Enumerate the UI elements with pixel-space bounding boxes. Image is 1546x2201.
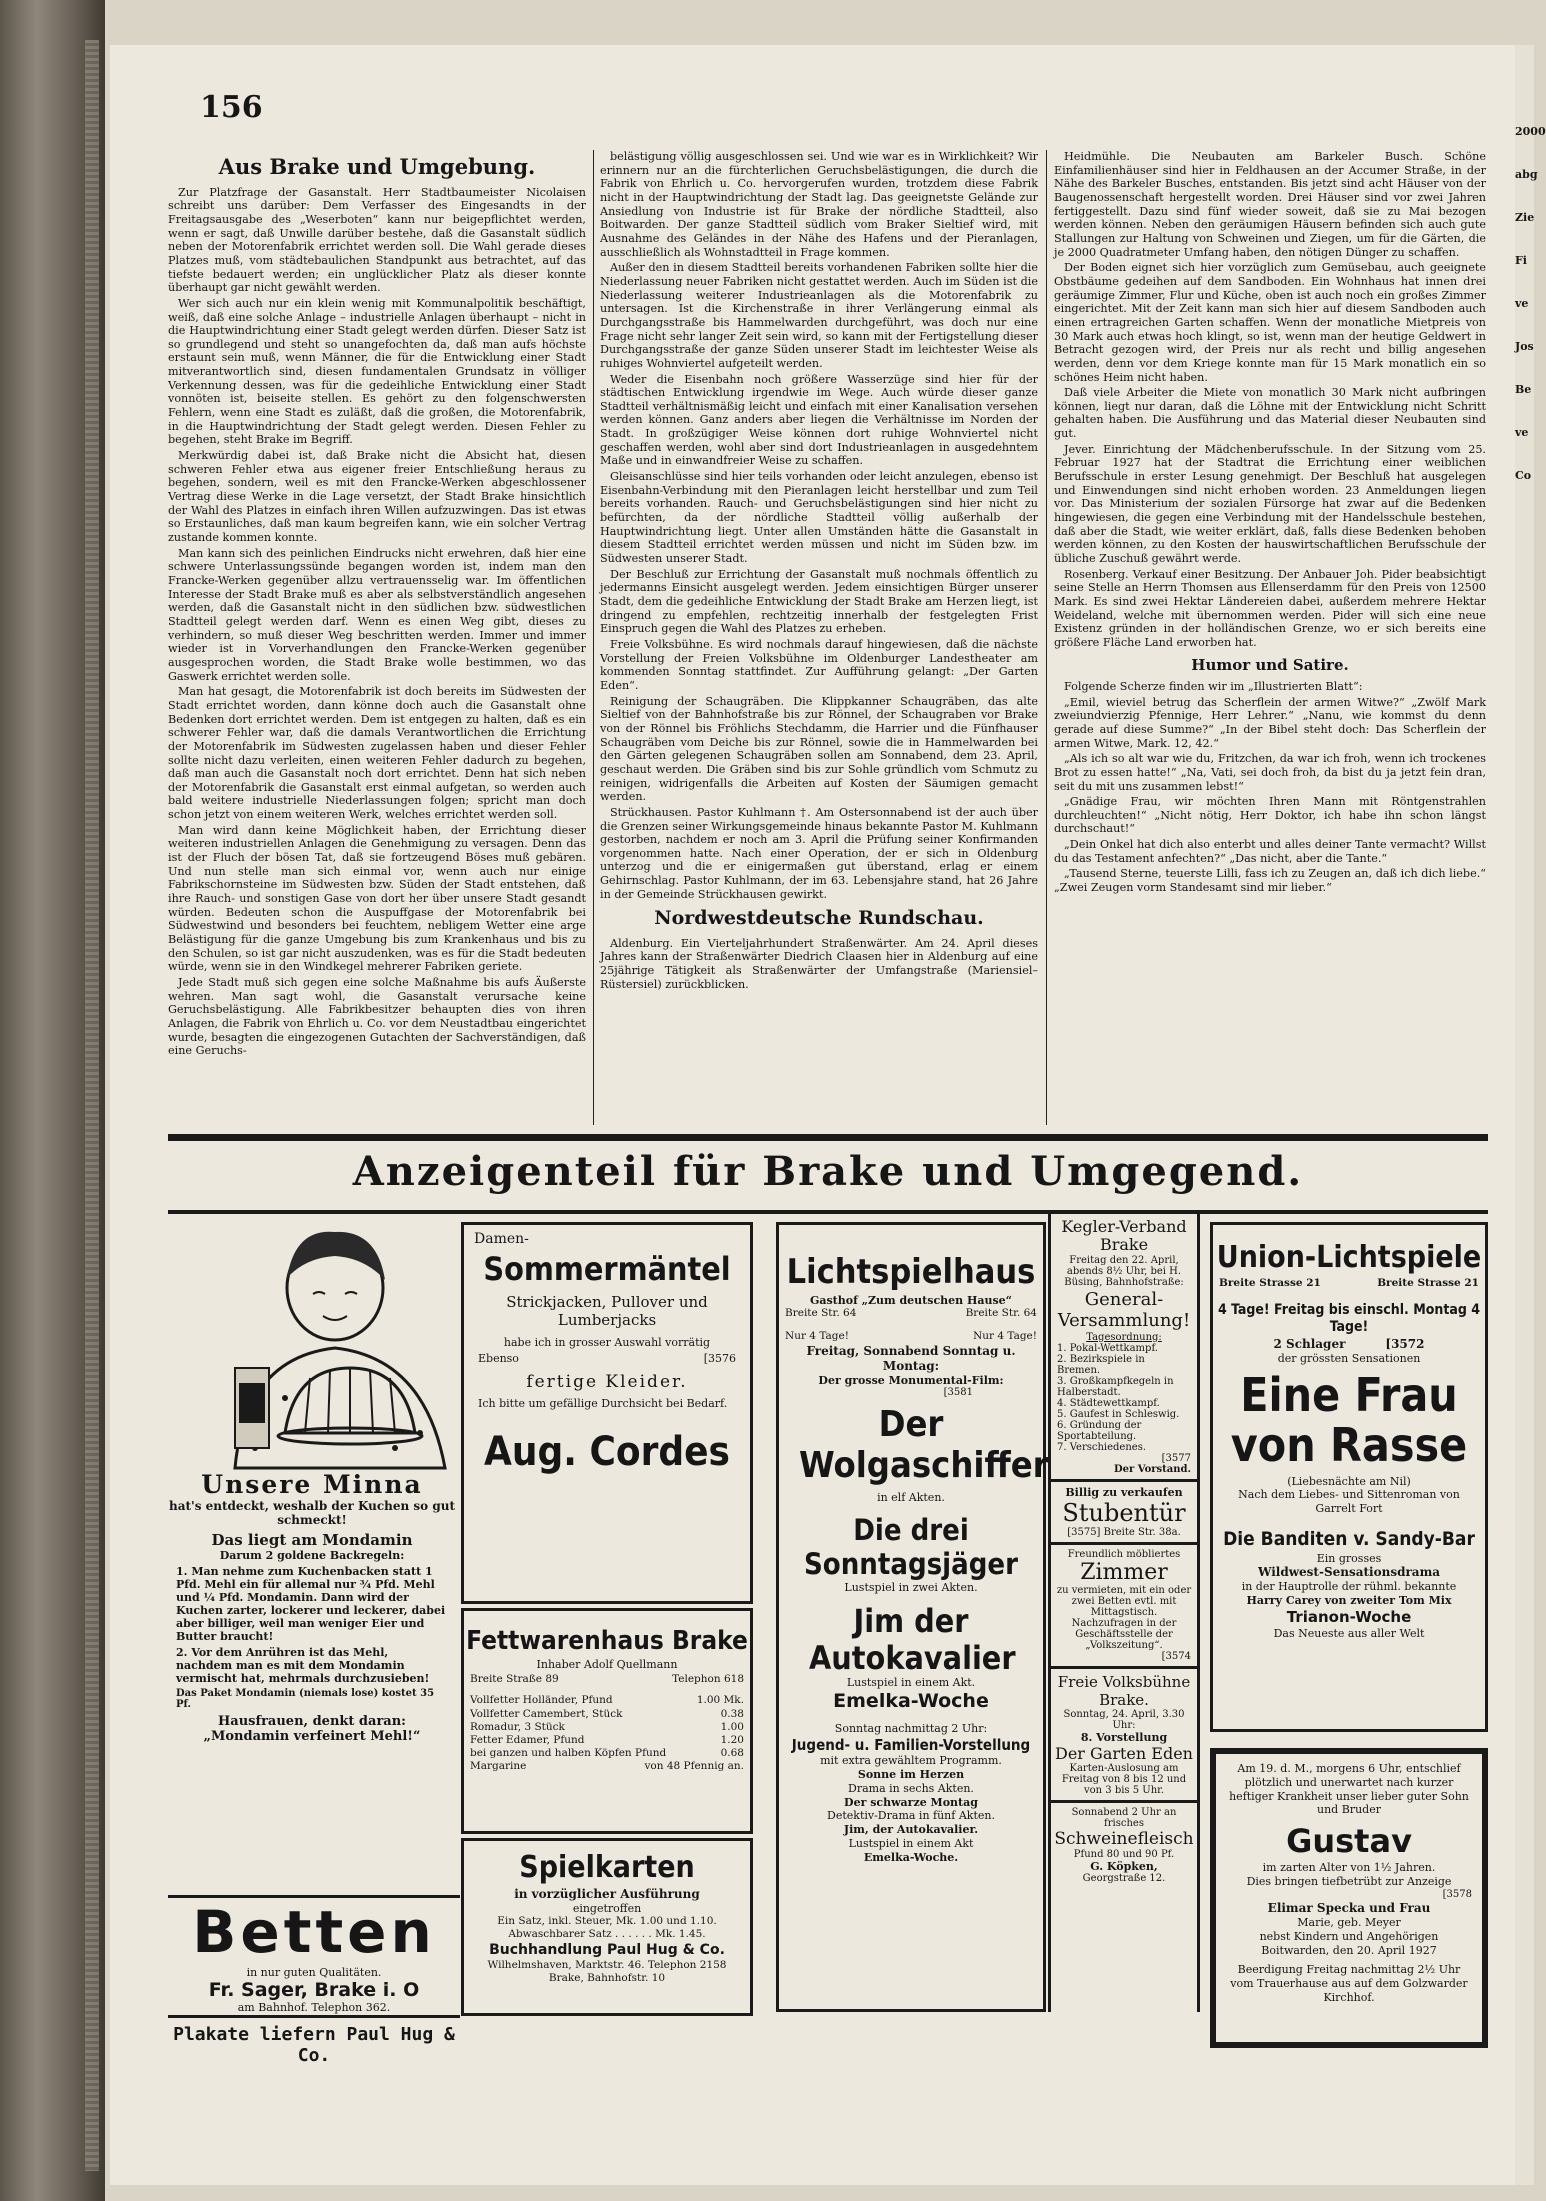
spielkarten-firm: Buchhandlung Paul Hug & Co. [489, 1941, 725, 1958]
union-days: 4 Tage! Freitag bis einschl. Montag 4 Tage! [1217, 1301, 1481, 1336]
adjacent-page-strip [1515, 45, 1546, 2185]
adjacent-page-fragment: 2000 [1515, 125, 1546, 138]
lichtspielhaus-dates: Freitag, Sonnabend Sonntag u. Montag: [806, 1343, 1016, 1373]
kegler-title: Kegler-Verband Brake [1061, 1217, 1187, 1254]
schwein-head: Sonnabend 2 Uhr an frisches [1051, 1800, 1197, 1829]
article-paragraph: Man wird dann keine Möglichkeit haben, der Errichtung dieser weiteren industriellen Anlagen die Genehmigung zu versagen. Denn das ist der Fluch der bösen Tat, daß sie fortzeugend Böses muß gebären. Und nun stelle man sich einmal vor, wenn auch nur einige Fabrikschornsteine im Südwesten bzw. Süden der Stadt entstehen, daß ihre Rauch- und sonstigen Gase von dort her über unsere Stadt gesandt würden. Bedeuten schon die Auspuffgase der Motorenfabrik bei Südwestwind und besonders bei feuchtem, nebligem Wetter eine arge Belästigung für die ganze Umgebung bis zum Krankenhaus und bis zu den Schulen, so ist gar nicht auszudenken, was es für die Stadt bedeuten würde, wenn sie in den Windkegel mehrerer Fabriken geriete. [168, 823, 586, 974]
spielkarten-price-1: Ein Satz, inkl. Steuer, Mk. 1.00 und 1.10. [497, 1915, 717, 1928]
union-desc-2: Nach dem Liebes- und Sittenroman von Garrelt Fort [1238, 1488, 1460, 1516]
joke-paragraph: „Gnädige Frau, wir möchten Ihren Mann mit Röntgenstrahlen durchleuchten!“ „Nicht nötig, Herr Doktor, ich habe ihn schon längst durchschaut!“ [1054, 795, 1486, 836]
cordes-code: [3576 [703, 1351, 736, 1365]
cordes-kicker: Damen- [474, 1231, 529, 1247]
price-item: Vollfetter Holländer, Pfund [470, 1694, 613, 1707]
article-paragraph: Aldenburg. Ein Vierteljahrhundert Straßenwärter. Am 24. April dieses Jahres kann der Straßenwärter Diedrich Claasen hier in Aldenburg auf eine 25jährige Tätigkeit als Straßenwärter der Umfangstraße (Mariensiel–Rüstersiel) zurückblicken. [600, 936, 1038, 991]
minna-package-price: Das Paket Mondamin (niemals lose) kostet 35 Pf. [176, 1688, 435, 1710]
article-paragraph: Wer sich auch nur ein klein wenig mit Kommunalpolitik beschäftigt, weiß, daß eine solche Anlage – industrielle Anlagen überhaupt – nicht in die Hauptwindrichtung einer Stadt gelegt werden dürfen. Dieser Satz ist so grundlegend und steht so unangefochten da, daß man aufs höchste erstaunt sein muß, wenn Männer, die für die Entwicklung einer Stadt mitverantwortlich sind, diesen fundamentalen Grundsatz in völliger Verkennung dessen, was für die gedeihliche Entwicklung einer Stadt vonnöten ist, beiseite stellen. Es gehört zu den folgenschwersten Fehlern, wenn eine Stadt es zuläßt, daß die großen, die Motorenfabrik, in die Hauptwindrichtung der Stadt gelegt werden. Diesen Fehler zu begehen, steht Brake im Begriff. [168, 296, 586, 447]
spielkarten-address-2: Brake, Bahnhofstr. 10 [548, 1972, 666, 1985]
kegler-signature: Der Vorstand. [1113, 1463, 1191, 1475]
adjacent-page-fragment: Jos [1515, 340, 1534, 353]
agenda-item: 5. Gaufest in Schleswig. [1057, 1408, 1180, 1420]
joke-paragraph: „Emil, wieviel betrug das Scherflein der armen Witwe?“ „Zwölf Mark zweiundvierzig Pfennige, Herr Lehrer.“ „Nanu, wie kommst du denn gerade auf diese Summe?“ „In der Bibel steht doch: Das Scherflein der armen Witwe, Mark. 12, 42.“ [1054, 695, 1486, 750]
lichtspielhaus-venue: Gasthof „Zum deutschen Hause“ [809, 1293, 1013, 1307]
minna-subtitle: hat's entdeckt, weshalb der Kuchen so gut schmeckt! [168, 1499, 456, 1527]
minna-illustration [195, 1218, 465, 1468]
film-autokavalier: Jim der Autokavalier [809, 1601, 1016, 1677]
cordes-note: habe ich in grosser Auswahl vorrätig [503, 1336, 711, 1349]
column-divider [1046, 150, 1047, 1125]
adjacent-page-fragment: Co [1515, 469, 1532, 482]
kegler-code: [3577 [1161, 1452, 1191, 1464]
column-1-paragraphs [168, 186, 586, 1058]
minna-claim: Das liegt am Mondamin [211, 1531, 413, 1549]
union-of: der grössten Sensationen [1277, 1351, 1421, 1365]
agenda-item: 1. Pokal-Wettkampf. [1057, 1342, 1158, 1354]
volksbuehne-play: Der Garten Eden [1055, 1743, 1193, 1763]
death-place: Boitwarden, den 20. April 1927 [1261, 1943, 1437, 1957]
minna-call: Hausfrauen, denkt daran: [218, 1714, 406, 1729]
article-paragraph: Rosenberg. Verkauf einer Besitzung. Der Anbauer Joh. Pider beabsichtigt seine Stelle an Herrn Thomsen aus Ellenserdamm für den Preis von 12500 Mark. Es sind zwei Hektar Ländereien dabei, außerdem mehrere Hektar Weideland, welche mit übernommen werden. Pider will sich eine neue Existenz gründen in der holländischen Grenze, wo er sich bereits eine größere Fläche Land erworben hat. [1054, 567, 1486, 649]
betten-address: am Bahnhof. Telephon 362. [237, 2001, 391, 2014]
death-name: Gustav [1286, 1822, 1412, 1860]
price-row [464, 1708, 750, 1721]
fettwaren-phone: Telephon 618 [672, 1673, 744, 1686]
zimmer-head: Freundlich möbliertes [1051, 1542, 1197, 1560]
column-3-paragraphs [1054, 150, 1486, 650]
price-item: Fetter Edamer, Pfund [470, 1733, 585, 1746]
betten-subtitle: in nur guten Qualitäten. [246, 1966, 382, 1979]
lichtspielhaus-tag: Der grosse Monumental-Film: [818, 1373, 1004, 1387]
adjacent-page-fragment: Fi [1515, 254, 1527, 267]
program-1-desc: Drama in sechs Akten. [848, 1781, 974, 1795]
death-code: [3578 [1442, 1888, 1472, 1900]
lichtspielhaus-youth-show: Jugend- u. Familien-Vorstellung [791, 1735, 1031, 1754]
program-1: Sonne im Herzen [857, 1768, 965, 1782]
adjacent-page-fragment: Be [1515, 383, 1532, 396]
union-title: Union-Lichtspiele [1216, 1240, 1482, 1275]
schwein-title: Schweinefleisch [1054, 1828, 1194, 1849]
zimmer-code: [3574 [1161, 1650, 1191, 1662]
cordes-ebenso: Ebenso [478, 1351, 519, 1365]
death-burial: Beerdigung Freitag nachmittag 2½ Uhr vom Trauerhause aus auf dem Golzwarder Kirchhof. [1230, 1963, 1468, 2004]
article-paragraph: Daß viele Arbeiter die Miete von monatlich 30 Mark nicht aufbringen können, liegt nur daran, daß die Löhne mit der Entwicklung nicht Schritt gehalten haben. Die Ausführung und das Material dieser Neubauten sind gut. [1054, 386, 1486, 441]
film-sonntagsjaeger: Die drei Sonntagsjäger [804, 1513, 1018, 1581]
zimmer-text: zu vermieten, mit ein oder zwei Betten evtl. mit Mittagstisch. Nachzufragen in der Geschäftsstelle der „Volkszeitung“. [1056, 1584, 1192, 1651]
schwein-firm: G. Köpken, [1090, 1859, 1158, 1873]
program-2-desc: Detektiv-Drama in fünf Akten. [827, 1809, 995, 1823]
schwein-price: Pfund 80 und 90 Pf. [1073, 1848, 1175, 1860]
banner-rule-top [168, 1134, 1488, 1141]
section-heading-humor: Humor und Satire. [1191, 655, 1349, 674]
lichtspielhaus-title: Lichtspielhaus [786, 1252, 1036, 1292]
union-code: [3572 [1385, 1336, 1425, 1351]
agenda-item: 3. Großkampfkegeln in Halberstadt. [1057, 1375, 1174, 1398]
minna-title: Unsere Minna [201, 1470, 423, 1499]
film-wolgaschiffer-acts: in elf Akten. [877, 1490, 945, 1504]
death-family-1: Elimar Specka und Frau [1267, 1901, 1431, 1915]
article-paragraph: Außer den in diesem Stadtteil bereits vorhandenen Fabriken sollte hier die Niederlassung neuer Fabriken nicht gestattet werden. Auch im Süden ist die Niederlassung weiterer Industrieanlagen als die Motorenfabrik zu untersagen. Ist die Kirchenstraße in ihrer Verlängerung einmal als Durchgangsstraße bis Hammelwarden durchgeführt, was doch nur eine Frage nicht sehr langer Zeit sein wird, so kann mit der Fertigstellung dieser Durchgangsstraße der ganze Süden unserer Stadt im leichtester Weise als ruhiges Wohnviertel aufgeteilt werden. [600, 261, 1038, 370]
price-value: 1.00 Mk. [696, 1694, 744, 1707]
small-ads-column [1048, 1212, 1200, 2012]
article-paragraph: Man hat gesagt, die Motorenfabrik ist doch bereits im Südwesten der Stadt errichtet worden, dann könne doch auch die Gasanstalt ohne Bedenken dort errichtet werden. Dem ist entgegen zu halten, daß es ein schwerer Fehler war, daß die damals Verantwortlichen die Errichtung der Motorenfabrik im Südwesten zugelassen haben und dieser Fehler sollte nicht dazu verleiten, einen weiteren Fehler dadurch zu begehen, daß man auch die Gasanstalt noch dort errichtet. Denn hat sich neben der Motorenfabrik die Gasanstalt erst einmal aufgetan, so werden auch bald weitere industrielle Niederlassungen folgen; spricht man doch schon jetzt von einem weiteren Werk, welches errichtet werden soll. [168, 685, 586, 822]
spielkarten-address-1: Wilhelmshaven, Marktstr. 46. Telephon 2158 [487, 1959, 727, 1971]
article-paragraph: Der Boden eignet sich hier vorzüglich zum Gemüsebau, auch geeignete Obstbäume gedeihen auf dem Sandboden. Ein Wohnhaus hat innen drei geräumige Zimmer, Flur und Küche, oben ist auch noch ein großes Zimmer eingerichtet. Mit der Zeit kann man sich hier auf diesem Sandboden auch einen ertragreichen Garten schaffen. Wenn der monatliche Mietpreis von 30 Mark auch etwas hoch klingt, so ist, wenn man der heutige Geldwert in Betracht gezogen wird, der Preis nur als recht und billig angesehen werden, denn vor dem Kriege konnte man für 15 Mark monatlich ein so schönes Heim nicht haben. [1054, 261, 1486, 384]
death-text: Am 19. d. M., morgens 6 Uhr, entschlief plötzlich und unerwartet nach kurzer heftiger Krankheit unser lieber guter Sohn und Bruder [1229, 1762, 1469, 1817]
price-row [464, 1734, 750, 1747]
price-value: 0.68 [720, 1746, 744, 1759]
lichtspielhaus-ad [776, 1222, 1049, 2012]
lichtspielhaus-days-left: Nur 4 Tage! [785, 1330, 849, 1343]
article-paragraph: Zur Platzfrage der Gasanstalt. Herr Stadtbaumeister Nicolaisen schreibt uns darüber: Dem Verfasser des Eingesandts in der Freitagsausgabe des „Weserboten“ kann nur beigepflichtet werden, wenn er sagt, daß Unwille darüber bestehe, daß die Gasanstalt südlich neben der Motorenfabrik errichtet werden soll. Die Wahl gerade dieses Platzes muß, vom städtebaulichen Standpunkt aus betrachtet, auf das tiefste bedauert werden; ein unglücklicher Platz als dieser konnte überhaupt gar nicht gewählt werden. [168, 185, 586, 295]
program-2: Der schwarze Montag [844, 1795, 978, 1809]
price-row [464, 1694, 750, 1707]
agenda-item: 4. Städtewettkampf. [1057, 1397, 1160, 1409]
program-3: Jim, der Autokavalier. [843, 1823, 979, 1837]
union-desc-4: Wildwest-Sensationsdrama [1257, 1565, 1441, 1580]
column-2-paragraphs [600, 150, 1038, 901]
joke-paragraph: Folgende Scherze finden wir im „Illustrierten Blatt“: [1064, 679, 1363, 693]
lichtspielhaus-code: [3581 [943, 1387, 973, 1399]
column-1 [168, 150, 586, 1125]
price-value: 1.20 [720, 1733, 744, 1746]
price-item: Romadur, 3 Stück [470, 1720, 565, 1733]
fettwaren-street: Breite Straße 89 [470, 1673, 559, 1686]
cordes-ad [461, 1222, 753, 1604]
fettwaren-ad [461, 1608, 753, 1834]
volksbuehne-date: Sonntag, 24. April, 3.30 Uhr: [1063, 1708, 1185, 1731]
column-divider [593, 150, 594, 1125]
article-paragraph: Reinigung der Schaugräben. Die Klippkanner Schaugräben, das alte Sieltief von der Bahnhofstraße bis zur Rönnel, der Schaugraben vor Brake von der Rönnel bis Fröhlichs Stechdamm, die Harrier und die Fünfhauser Schaugräben vom Deiche bis zur Rönnel, sowie die in Hammelwarden bei den Gärten gelegenen Schaugräben sollen am Sonnabend, dem 23. April, geschaut werden. Die Gräben sind bis zur Sohle gründlich vom Schmutz zu reinigen, widrigenfalls die Arbeiten auf Kosten der Säumigen gemacht werden. [600, 694, 1038, 804]
minna-lead: Darum 2 goldene Backregeln: [219, 1549, 405, 1562]
union-newest: Das Neueste aus aller Welt [1273, 1626, 1425, 1640]
cordes-firm: Aug. Cordes [484, 1428, 730, 1475]
film-wolgaschiffer: Der Wolgaschiffer [799, 1403, 1049, 1487]
price-item: Margarine [470, 1760, 527, 1772]
page-number: 156 [200, 90, 263, 125]
adjacent-page-fragment: Zie [1515, 211, 1535, 224]
union-desc-5: in der Hauptrolle der rühml. bekannte [1241, 1580, 1457, 1594]
film-sonntagsjaeger-acts: Lustspiel in zwei Akten. [844, 1580, 978, 1594]
kegler-agenda [1051, 1343, 1197, 1453]
column-3 [1054, 150, 1486, 1125]
agenda-item: 6. Gründung der Sportabteilung. [1057, 1419, 1142, 1442]
minna-rule-1: 1. Man nehme zum Kuchenbacken statt 1 Pfd. Mehl ein für allemal nur ¾ Pfd. Mehl und ¼ Pfd. Mondamin. Dann wird der Kuchen zarter, lockerer und leckerer, dabei aber billiger, weil man weniger Eier und Butter braucht! [176, 1565, 446, 1643]
plakate-ad: Plakate liefern Paul Hug & Co. [168, 2015, 460, 2051]
cordes-title: Sommermäntel [483, 1249, 731, 1288]
death-age: im zarten Alter von 1½ Jahren. [1262, 1861, 1436, 1874]
volksbuehne-show: 8. Vorstellung [1080, 1730, 1168, 1744]
film-autokavalier-acts: Lustspiel in einem Akt. [846, 1676, 976, 1690]
union-ad [1210, 1222, 1488, 1732]
spielkarten-price-2: Abwaschbarer Satz . . . . . . Mk. 1.45. [508, 1928, 706, 1941]
schwein-address: Georgstraße 12. [1082, 1872, 1166, 1884]
article-paragraph: Man kann sich des peinlichen Eindrucks nicht erwehren, daß hier eine schwere Unterlassungssünde begangen worden ist, indem man den Francke-Werken gegenüber allzu vertrauensselig war. Im öffentlichen Interesse der Stadt Brake muß es aber als selbstverständlich angesehen werden, daß die Gasanstalt nicht in den südlichen bzw. südwestlichen Stadtteil gelegt werden darf. Wenn es einen Weg gibt, dieses zu verhindern, so muß dieser Weg beschritten werden. Immer und immer wieder ist in Vorverhandlungen den Francke-Werken gegenüber ausgesprochen worden, die Stadt Brake wolle bestimmen, wo das Gaswerk errichtet werden solle. [168, 546, 586, 683]
union-weekly: Trianon-Woche [1286, 1607, 1412, 1626]
lichtspielhaus-address-right: Breite Str. 64 [965, 1307, 1037, 1320]
volksbuehne-title: Freie Volksbühne Brake. [1051, 1666, 1197, 1709]
betten-firm: Fr. Sager, Brake i. O [208, 1979, 420, 2001]
minna-rule-2: 2. Vor dem Anrühren ist das Mehl, nachdem man es mit dem Mondamin vermischt hat, mehrmals durchzusieben! [176, 1646, 430, 1685]
cordes-ask: Ich bitte um gefällige Durchsicht bei Bedarf. [478, 1396, 728, 1410]
mondamin-ad [168, 1470, 456, 1890]
death-family-3: nebst Kindern und Angehörigen [1259, 1929, 1439, 1943]
death-family-2: Marie, geb. Meyer [1297, 1916, 1401, 1929]
book-binding [0, 0, 105, 2201]
union-schlager: 2 Schlager [1273, 1336, 1346, 1351]
price-item: Vollfetter Camembert, Stück [470, 1707, 623, 1720]
agenda-item: 7. Verschiedenes. [1057, 1441, 1146, 1453]
banner-rule-bottom [168, 1210, 1488, 1214]
fettwaren-title: Fettwarenhaus Brake [466, 1626, 748, 1656]
union-address-left: Breite Strasse 21 [1219, 1276, 1321, 1289]
kegler-meeting: General-Versammlung! [1057, 1289, 1191, 1331]
adjacent-page-fragment: abg [1515, 168, 1538, 181]
ads-banner: Anzeigenteil für Brake und Umgegend. [352, 1148, 1304, 1195]
fettwaren-owner: Inhaber Adolf Quellmann [536, 1657, 678, 1671]
union-desc-1: (Liebesnächte am Nil) [1287, 1474, 1411, 1488]
column-2 [600, 150, 1038, 1125]
stubentuer-head: Billig zu verkaufen [1051, 1479, 1197, 1499]
lichtspielhaus-weekly: Emelka-Woche [833, 1690, 989, 1713]
agenda-item: 2. Bezirkspiele in Bremen. [1057, 1353, 1145, 1376]
price-row [464, 1747, 750, 1760]
zimmer-title: Zimmer [1080, 1559, 1168, 1585]
program-4: Emelka-Woche. [863, 1850, 959, 1864]
adjacent-page-fragment: ve [1515, 426, 1529, 439]
adjacent-page-fragment: ve [1515, 297, 1529, 310]
death-notice [1210, 1748, 1488, 2048]
article-paragraph: Gleisanschlüsse sind hier teils vorhanden oder leicht anzulegen, ebenso ist Eisenbahn-Verbindung mit den Pieranlagen leicht herstellbar und zum Teil bereits vorhanden. Rauch- und Geruchsbelästigungen sind hier nicht zu befürchten, da der nördliche Stadtteil völlig außerhalb der Hauptwindrichtung liegt. Unter allen Umständen hätte die Gasanstalt in diesem Stadtteil errichtet werden müssen und nicht im Süden bzw. im Südwesten unserer Stadt. [600, 470, 1038, 566]
joke-paragraph: „Dein Onkel hat dich also enterbt und alles deiner Tante vermacht? Willst du das Testament anfechten?“ „Das nicht, aber die Tante.“ [1054, 838, 1486, 865]
cordes-items: Strickjacken, Pullover und Lumberjacks [506, 1292, 708, 1330]
lichtspielhaus-days-right: Nur 4 Tage! [973, 1330, 1037, 1343]
spielkarten-arrived: eingetroffen [572, 1901, 642, 1915]
article-paragraph: Freie Volksbühne. Es wird nochmals darauf hingewiesen, daß die nächste Vorstellung der Freien Volksbühne im Oldenburger Landestheater am kommenden Sonntag stattfindet. Zur Aufführung gelangt: „Der Garten Eden“. [600, 637, 1038, 692]
article-paragraph: Jever. Einrichtung der Mädchenberufsschule. In der Sitzung vom 25. Februar 1927 hat der Stadtrat die Errichtung einer weiblichen Berufsschule in erster Lesung genehmigt. Der Beschluß hat ausgelegen und Einwendungen sind nicht erhoben worden. 23 Anmeldungen liegen vor. Das Ministerium der sozialen Fürsorge hat zwar auf die Bedenken hingewiesen, die gegen eine Verbindung mit der Handelsschule bestehen, daß aber die Stadt, wie weiter erklärt, daß, falls diese Bedenken behoben werden können, zu den Kosten der hauswirtschaftlichen Berufsschule der übliche Zuschuß gewährt werde. [1054, 442, 1486, 566]
price-item: bei ganzen und halben Köpfen Pfund [470, 1746, 667, 1759]
humor-paragraphs [1054, 680, 1486, 895]
fettwaren-price-list [464, 1694, 750, 1773]
death-notice-line: Dies bringen tiefbetrübt zur Anzeige [1246, 1874, 1452, 1888]
union-address-right: Breite Strasse 21 [1377, 1276, 1479, 1289]
article-paragraph: Jede Stadt muß sich gegen eine solche Maßnahme bis aufs Äußerste wehren. Man sagt wohl, die Gasanstalt verursache keine Geruchsbelästigung. Alle Fabrikbesitzer behaupten dies von ihren Anlagen, die Fabrik von Ehrlich u. Co. vor dem Neustadtbau eingerichtet wurde, besagten die eingezogenen Gutachten der Sachverständigen, daß eine Geruchs- [168, 976, 586, 1058]
film-frau-von-rasse: Eine Frau von Rasse [1230, 1368, 1468, 1473]
column-2-paragraphs-2 [600, 937, 1038, 992]
price-row [464, 1760, 750, 1773]
kegler-agenda-head: Tagesordnung: [1086, 1331, 1162, 1343]
minna-slogan: „Mondamin verfeinert Mehl!“ [203, 1729, 421, 1744]
price-value: 1.00 [720, 1720, 744, 1733]
lichtspielhaus-program: mit extra gewähltem Programm. [820, 1754, 1002, 1768]
spielkarten-title: Spielkarten [519, 1850, 695, 1885]
joke-paragraph: „Als ich so alt war wie du, Fritzchen, da war ich froh, wenn ich trockenes Brot zu essen hatte!“ „Na, Vati, sei doch froh, da bist du ja jetzt fein dran, seit du mit uns zusammen lebst!“ [1054, 752, 1486, 793]
article-paragraph: belästigung völlig ausgeschlossen sei. Und wie war es in Wirklichkeit? Wir erinnern nur an die fürchterlichen Geruchsbelästigungen, die durch die Fabrik von Ehrlich u. Co. hervorgerufen wurden, trotzdem diese Fabrik nicht in der Hauptwindrichtung der Stadt lag. Das geeignetste Gelände zur Ansiedlung von Industrie ist für Brake der nördliche Stadtteil, also Boitwarden. Der ganze Stadtteil südlich vom Braker Sieltief wird, mit Ausnahme des Geländes in der Nähe des Hafens und der Pieranlagen, ausschließlich als Wohnstadtteil in Frage kommen. [600, 150, 1038, 259]
price-value: von 48 Pfennig an. [644, 1760, 744, 1772]
section-heading-brake: Aus Brake und Umgebung. [218, 154, 536, 179]
section-heading-rundschau: Nordwestdeutsche Rundschau. [654, 907, 984, 930]
betten-title: Betten [192, 1898, 436, 1966]
union-desc-3: Ein grosses [1316, 1551, 1382, 1565]
volksbuehne-tickets: Karten-Auslosung am Freitag von 8 bis 12 und von 3 bis 5 Uhr. [1061, 1762, 1187, 1796]
article-paragraph: Heidmühle. Die Neubauten am Barkeler Busch. Schöne Einfamilienhäuser sind hier in Feldhausen an der Accumer Straße, in der Nähe des Barkeler Busches, entstanden. Bis jetzt sind acht Häuser von der Baugenossenschaft hergestellt worden. Drei Häuser sind vor zwei Jahren fertiggestellt. Dazu sind fünf wieder soweit, daß sie zu Mai bezogen werden können. Neben den geräumigen Häusern befinden sich auch gute Stallungen zur Haltung von Schweinen und Ziegen, um für die Gärten, die je 2000 Quadratmeter Umfang haben, den nötigen Dünger zu schaffen. [1054, 150, 1486, 259]
price-row [464, 1721, 750, 1734]
cordes-kleider: fertige Kleider. [526, 1371, 688, 1392]
price-value: 0.38 [720, 1707, 744, 1720]
article-paragraph: Merkwürdig dabei ist, daß Brake nicht die Absicht hat, diesen schweren Fehler etwa aus eigener freier Entschließung heraus zu begehen, sondern, weil es mit den Francke-Werken abgeschlossener Vertrag diese Werke in die Lage versetzt, der Stadt Brake hinsichtlich der Wahl des Platzes in einfach ihren Willen aufzuzwingen. Das ist etwas so Erstaunliches, daß man kaum begreifen kann, wie ein solcher Vertrag zustande kommen konnte. [168, 449, 586, 545]
spielkarten-quality: in vorzüglicher Ausführung [514, 1886, 700, 1901]
joke-paragraph: „Tausend Sterne, teuerste Lilli, fass ich zu Zeugen an, daß ich dich liebe.“ „Zwei Zeugen vorm Standesamt sind mir lieber.“ [1054, 867, 1486, 895]
lichtspielhaus-sunday: Sonntag nachmittag 2 Uhr: [834, 1721, 988, 1735]
article-paragraph: Der Beschluß zur Errichtung der Gasanstalt muß nochmals öffentlich zu jedermanns Einsicht ausgelegt werden. Jedem einsichtigen Bürger unserer Stadt, dem die gedeihliche Entwicklung der Stadt Brake am Herzen liegt, ist dringend zu empfehlen, rechtzeitig innerhalb der festgelegten Frist Einspruch gegen die Wahl des Platzes zu erheben. [600, 567, 1038, 636]
betten-ad [168, 1895, 460, 2013]
spielkarten-ad [461, 1838, 753, 2016]
kegler-date: Freitag den 22. April, abends 8½ Uhr, bei H. Büsing, Bahnhofstraße: [1064, 1255, 1184, 1289]
article-paragraph: Strückhausen. Pastor Kuhlmann †. Am Ostersonnabend ist der auch über die Grenzen seiner Wirkungsgemeinde hinaus bekannte Pastor M. Kuhlmann gestorben, nachdem er noch am 3. April die Prüfung seiner Konfirmanden vorgenommen hatte. Nach einer Operation, der er sich in Oldenburg unterzog und die er einigermaßen gut überstand, erlag er einem Gehirnschlag. Pastor Kuhlmann, der im 63. Lebensjahre stand, hat 26 Jahre in der Gemeinde Strückhausen gewirkt. [600, 805, 1038, 901]
union-desc-6: Harry Carey von zweiter Tom Mix [1246, 1594, 1452, 1608]
article-paragraph: Weder die Eisenbahn noch größere Wasserzüge sind hier für der städtischen Entwicklung irgendwie im Wege. Auch würde dieser ganze Stadtteil verhältnismäßig leicht und einfach mit einer Kanalisation versehen werden können. Ganz anders aber liegen die Verhältnisse im Norden der Stadt. In großzügiger Weise können dort ruhige Wohnviertel nicht geschaffen werden, wohl aber sind dort Industrieanlagen in ausgedehntem Maße und in einwandfreier Weise zu schaffen. [600, 372, 1038, 468]
program-3-desc: Lustspiel in einem Akt [848, 1836, 974, 1850]
stubentuer-address: [3575] Breite Str. 38a. [1067, 1526, 1181, 1538]
lichtspielhaus-address-left: Breite Str. 64 [785, 1307, 857, 1320]
film-banditen: Die Banditen v. Sandy-Bar [1223, 1527, 1475, 1550]
stubentuer-title: Stubentür [1062, 1498, 1186, 1527]
